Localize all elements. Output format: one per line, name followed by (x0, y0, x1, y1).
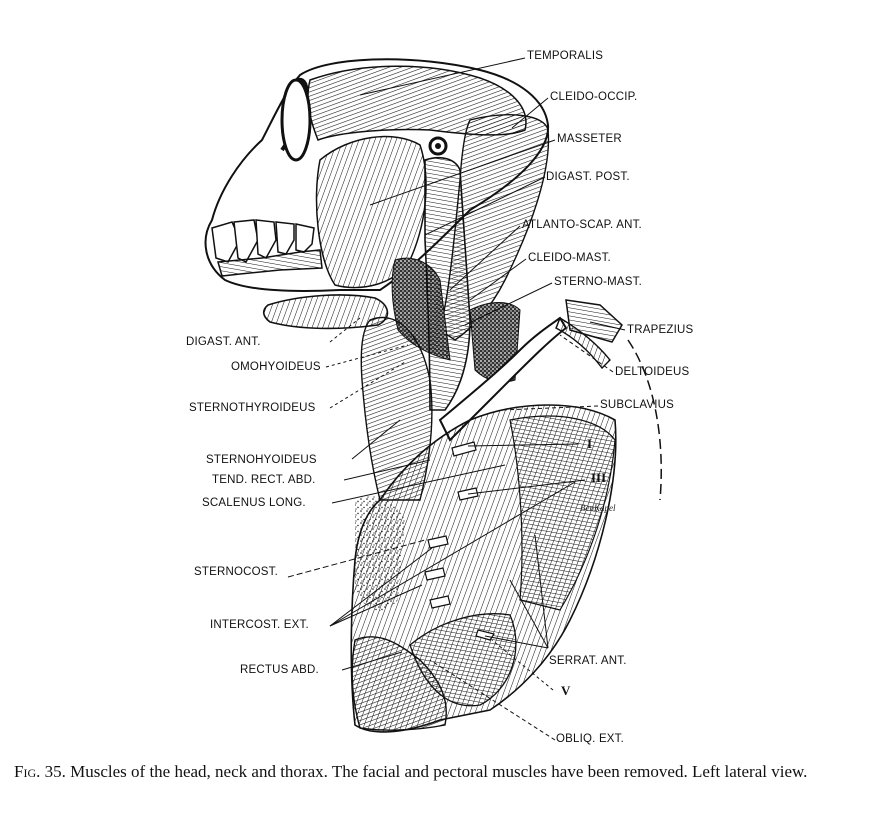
label-digast-post: DIGAST. POST. (546, 171, 630, 183)
label-rib-iii: III (591, 470, 607, 485)
label-cleido-occip: CLEIDO-OCCIP. (550, 91, 638, 103)
orbit (282, 80, 310, 160)
label-digast-ant: DIGAST. ANT. (186, 336, 261, 348)
label-rib-i: I (587, 436, 593, 451)
shoulder-outline (628, 340, 661, 500)
label-sternocost: STERNOCOST. (194, 566, 278, 578)
label-omohyoideus: OMOHYOIDEUS (231, 361, 321, 373)
label-subclavius: SUBCLAVIUS (600, 399, 675, 411)
label-sternothyroideus: STERNOTHYROIDEUS (189, 402, 316, 414)
label-sterno-mast: STERNO-MAST. (554, 276, 643, 288)
label-obliq-ext: OBLIQ. EXT. (556, 733, 625, 745)
figure-caption (14, 762, 874, 781)
label-tend-rect-abd: TEND. RECT. ABD. (212, 474, 316, 486)
label-rectus-abd: RECTUS ABD. (240, 664, 319, 676)
label-scalenus-long: SCALENUS LONG. (202, 497, 306, 509)
label-deltoideus: DELTOIDEUS (615, 366, 690, 378)
teeth (212, 220, 322, 276)
label-trapezius: TRAPEZIUS (627, 324, 694, 336)
label-masseter: MASSETER (557, 133, 622, 145)
label-intercost-ext: INTERCOST. EXT. (210, 619, 309, 631)
label-cleido-mast: CLEIDO-MAST. (528, 252, 611, 264)
figure-number: Fig. 35. (14, 762, 66, 781)
artist-signature: BenKapel (580, 503, 616, 513)
label-temporalis: TEMPORALIS (527, 50, 604, 62)
label-sternohyoideus: STERNOHYOIDEUS (206, 454, 317, 466)
label-atlanto-scap-ant: ATLANTO-SCAP. ANT. (522, 219, 642, 231)
label-serrat-ant: SERRAT. ANT. (549, 655, 627, 667)
label-rib-v: V (561, 683, 571, 698)
caption-text: Muscles of the head, neck and thorax. The facial and pectoral muscles have been removed. Left lateral view. (70, 762, 808, 781)
